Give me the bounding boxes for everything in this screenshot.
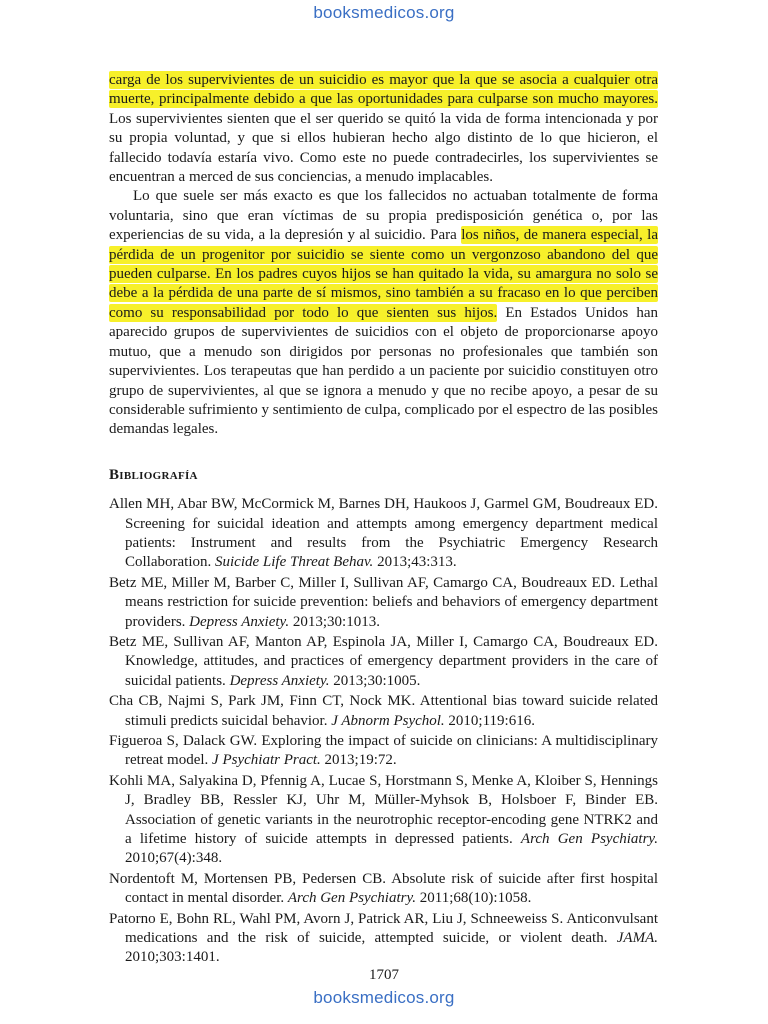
paragraph-1 bbox=[109, 71, 658, 187]
reference-journal: Arch Gen Psychiatry. bbox=[287, 890, 417, 907]
paragraph-2 bbox=[109, 187, 658, 439]
reference-text: Nordentoft M, Mortensen PB, Pedersen CB. Absolute risk of suicide after first hospital contact in mental disorder. bbox=[109, 870, 658, 907]
reference-text: Patorno E, Bohn RL, Wahl PM, Avorn J, Patrick AR, Liu J, Schneeweiss S. Anticonvulsant medications and the risk of suicide, attempted suicide, or violent death. bbox=[109, 910, 658, 947]
reference-journal: Suicide Life Threat Behav. bbox=[215, 554, 374, 571]
watermark-bottom: booksmedicos.org bbox=[313, 988, 455, 1007]
reference-citation: 2013;30:1005. bbox=[329, 672, 421, 689]
paragraph-1-rest: Los supervivientes sienten que el ser querido se quitó la vida de forma intencionada y por su propia voluntad, y que si ellos hubieran hecho algo distinto de lo que hicieron, el fallecido todavía estaría vivo. Como este no puede contradecirles, los supervivientes se encuentran a merced de sus conciencias, a menudo implacables. bbox=[109, 110, 658, 186]
reference-citation: 2010;67(4):348. bbox=[125, 850, 223, 867]
reference-text: Betz ME, Sullivan AF, Manton AP, Espinola JA, Miller I, Camargo CA, Boudreaux ED. Knowledge, attitudes, and practices of emergency department providers in the care of suicidal patients. bbox=[109, 633, 658, 689]
reference-item bbox=[109, 732, 658, 771]
reference-citation: 2010;303:1401. bbox=[125, 949, 220, 966]
reference-journal: J Psychiatr Pract. bbox=[212, 752, 321, 769]
highlight-2: los niños, de manera especial, la pérdida de un progenitor por suicidio se siente como un vergonzoso abandono del que pueden culparse. En los padres cuyos hijos se han quitado la vida, su amargura no solo se debe a la pérdida de una parte de sí mismos, sino también a su fracaso en lo que perciben como su responsabilidad por todo lo que sienten sus hijos. bbox=[109, 227, 658, 321]
paragraph-2-after: En Estados Unidos han aparecido grupos de supervivientes de suicidios con el objeto de proporcionarse apoyo mutuo, que a menudo son dirigidos por personas no profesionales que también son supervivientes. Los terapeutas que han perdido a un paciente por suicidio constituyen otro grupo de supervivientes, al que se ignora a menudo y que no recibe apoyo, a pesar de su considerable sufrimiento y sentimiento de culpa, complicado por el espectro de las posibles demandas legales. bbox=[109, 304, 658, 438]
reference-text: Allen MH, Abar BW, McCormick M, Barnes DH, Haukoos J, Garmel GM, Boudreaux ED. Screening for suicidal ideation and attempts among emergency department medical patients: Instrument and results from the Psychiatric Emergency Research Collaboration. bbox=[109, 496, 658, 571]
reference-journal: Depress Anxiety. bbox=[229, 672, 330, 689]
reference-text: Betz ME, Miller M, Barber C, Miller I, Sullivan AF, Camargo CA, Boudreaux ED. Lethal means restriction for suicide prevention: beliefs and behaviors of emergency department providers. bbox=[109, 574, 658, 630]
watermark-top: booksmedicos.org bbox=[313, 3, 455, 22]
reference-text: Kohli MA, Salyakina D, Pfennig A, Lucae S, Horstmann S, Menke A, Kloiber S, Hennings J, Bradley BB, Ressler KJ, Uhr M, Müller-Myhsok B, Holsboer F, Binder EB. Association of genetic variants in the neurotrophic receptor-encoding gene NTRK2 and a lifetime history of suicide attempts in depressed patients. bbox=[109, 772, 658, 848]
reference-citation: 2010;119:616. bbox=[444, 712, 535, 729]
paragraph-2-before: Lo que suele ser más exacto es que los fallecidos no actuaban totalmente de forma voluntaria, sino que eran víctimas de su propia predisposición genética o, por las experiencias de su vida, a la depresión y al suicidio. Para bbox=[109, 188, 658, 244]
reference-item bbox=[109, 910, 658, 968]
reference-text: Figueroa S, Dalack GW. Exploring the impact of suicide on clinicians: A multidisciplinary retreat model. bbox=[109, 733, 658, 769]
highlight-1: carga de los supervivientes de un suicidio es mayor que la que se asocia a cualquier otra muerte, principalmente debido a que las oportunidades para culparse son mucho mayores. bbox=[109, 72, 658, 108]
reference-citation: 2013;30:1013. bbox=[289, 613, 380, 630]
reference-item bbox=[109, 772, 658, 869]
reference-journal: Arch Gen Psychiatry. bbox=[520, 831, 658, 848]
reference-item bbox=[109, 870, 658, 909]
reference-journal: Depress Anxiety. bbox=[189, 613, 290, 630]
reference-item bbox=[109, 574, 658, 632]
reference-item bbox=[109, 692, 658, 731]
bibliography-heading: Bibliografía bbox=[109, 466, 198, 483]
reference-journal: J Abnorm Psychol. bbox=[331, 712, 445, 729]
reference-list bbox=[109, 495, 658, 968]
reference-citation: 2013;43:313. bbox=[373, 554, 457, 571]
reference-item bbox=[109, 633, 658, 691]
page-content bbox=[109, 71, 658, 969]
reference-text: Cha CB, Najmi S, Park JM, Finn CT, Nock MK. Attentional bias toward suicide related stimuli predicts suicidal behavior. bbox=[109, 693, 658, 729]
reference-journal: JAMA. bbox=[616, 930, 658, 947]
reference-citation: 2011;68(10):1058. bbox=[416, 890, 532, 907]
page-number: 1707 bbox=[369, 967, 399, 983]
reference-citation: 2013;19:72. bbox=[320, 752, 397, 769]
reference-item bbox=[109, 495, 658, 573]
